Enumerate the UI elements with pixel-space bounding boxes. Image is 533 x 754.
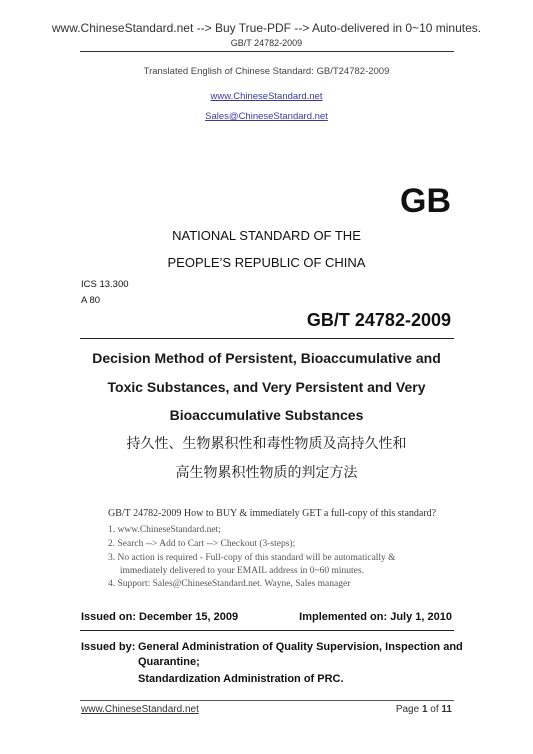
page-indicator xyxy=(396,704,452,715)
purchase-step-1: 1. www.ChineseStandard.net; xyxy=(108,525,221,535)
title-en-line1: Decision Method of Persistent, Bioaccumulative and xyxy=(92,350,441,366)
gb-mark: GB xyxy=(400,182,451,220)
dates-divider xyxy=(80,630,454,631)
page-total: 11 xyxy=(441,704,452,715)
purchase-step-2: 2. Search --> Add to Cart --> Checkout (3-steps); xyxy=(108,539,296,549)
national-standard-line1: NATIONAL STANDARD OF THE xyxy=(172,228,361,243)
page-prefix: Page xyxy=(395,704,422,715)
title-en-line2: Toxic Substances, and Very Persistent and Very xyxy=(107,379,426,395)
ics-code: ICS 13.300 xyxy=(81,279,129,290)
issued-on-date: Issued on: December 15, 2009 xyxy=(81,611,239,623)
implemented-on-date: Implemented on: July 1, 2010 xyxy=(299,611,452,623)
website-link-row xyxy=(0,86,533,104)
ccs-code: A 80 xyxy=(81,295,101,306)
title-divider xyxy=(80,338,454,339)
title-cn-line2: 高生物累积性物质的判定方法 xyxy=(175,465,358,481)
issuer-line1: General Administration of Quality Supervision, Inspection and xyxy=(138,641,463,653)
footer-divider xyxy=(80,700,454,701)
purchase-step-3: 3. No action is required - Full-copy of this standard will be automatically & xyxy=(108,553,396,563)
page-current: 1 xyxy=(421,704,428,715)
footer-site-wrap xyxy=(81,704,199,715)
website-link[interactable]: www.ChineseStandard.net xyxy=(210,91,323,102)
header-banner: www.ChineseStandard.net --> Buy True-PDF --> Auto-delivered in 0~10 minutes. xyxy=(51,21,482,35)
issued-by-label: Issued by: xyxy=(81,641,136,653)
purchase-step-4: 4. Support: Sales@ChineseStandard.net. Wayne, Sales manager xyxy=(108,579,351,589)
title-en-line3: Bioaccumulative Substances xyxy=(169,407,364,423)
standard-number: GB/T 24782-2009 xyxy=(306,310,451,330)
email-link-row xyxy=(0,106,533,124)
translated-note: Translated English of Chinese Standard: GB/T24782-2009 xyxy=(143,66,390,77)
header-code: GB/T 24782-2009 xyxy=(230,38,303,48)
issuer-line3: Standardization Administration of PRC. xyxy=(138,673,344,685)
national-standard-line2: PEOPLE’S REPUBLIC OF CHINA xyxy=(167,255,366,270)
header-divider xyxy=(80,51,454,52)
title-cn-line1: 持久性、生物累积性和毒性物质及高持久性和 xyxy=(126,436,407,452)
purchase-step-3-cont: immediately delivered to your EMAIL address in 0~60 minutes. xyxy=(108,566,364,576)
email-link[interactable]: Sales@ChineseStandard.net xyxy=(205,111,328,122)
purchase-heading: GB/T 24782-2009 How to BUY & immediately GET a full-copy of this standard? xyxy=(108,508,437,519)
issuer-line2: Quarantine; xyxy=(138,656,200,668)
footer-site-link[interactable]: www.ChineseStandard.net xyxy=(81,704,199,715)
page-of: of xyxy=(427,704,442,715)
